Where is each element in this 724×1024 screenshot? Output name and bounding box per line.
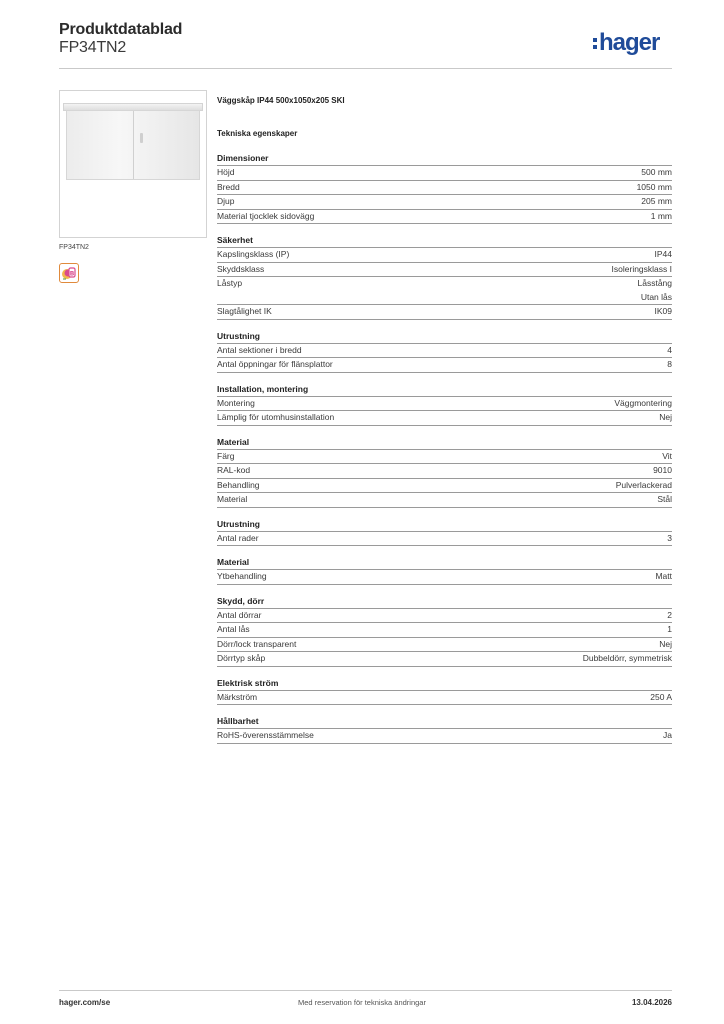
section-title: Installation, montering (217, 384, 672, 397)
spec-value-line: Isoleringsklass I (611, 263, 672, 274)
spec-label: Dörr/lock transparent (217, 638, 297, 649)
spec-value-line: 250 A (650, 691, 672, 702)
spec-value-line: 8 (667, 359, 672, 369)
spec-label: Antal öppningar för flänsplattor (217, 359, 333, 369)
spec-label: Material (217, 494, 248, 504)
spec-label: Färg (217, 450, 235, 461)
section-title: Elektrisk ström (217, 678, 672, 691)
spec-row (217, 411, 672, 426)
spec-label: Djup (217, 196, 235, 206)
spec-value-line: 9010 (653, 465, 672, 475)
spec-value (637, 181, 672, 195)
spec-row (217, 450, 672, 465)
spec-value (655, 248, 673, 262)
spec-label: Kapslingsklass (IP) (217, 249, 290, 259)
spec-value (614, 397, 672, 411)
spec-section (217, 716, 672, 744)
spec-section (217, 331, 672, 373)
spec-row (217, 652, 672, 667)
spec-value (612, 263, 672, 277)
eco-badge-icon (59, 263, 79, 283)
spec-row (217, 305, 672, 320)
spec-label: Skyddsklass (217, 263, 265, 274)
spec-value-line: Nej (659, 638, 672, 649)
spec-label: Märkström (217, 691, 258, 702)
spec-value (638, 277, 673, 304)
section-title: Hållbarhet (217, 716, 672, 729)
spec-value (655, 305, 673, 319)
section-title: Utrustning (217, 331, 672, 344)
spec-row (217, 344, 672, 359)
spec-section (217, 557, 672, 585)
spec-row (217, 358, 672, 373)
spec-value-line: Pulverlackerad (615, 479, 672, 490)
spec-section (217, 235, 672, 320)
spec-label: Antal lås (217, 624, 250, 634)
spec-row (217, 277, 672, 305)
section-title: Utrustning (217, 519, 672, 532)
spec-value-line: 1 (667, 624, 672, 634)
section-title: Säkerhet (217, 235, 672, 248)
spec-label: Behandling (217, 479, 260, 490)
spec-label: Låstyp (217, 278, 243, 288)
spec-label: Dörrtyp skåp (217, 653, 266, 663)
spec-row (217, 181, 672, 196)
spec-value-line: Dubbeldörr, symmetrisk (582, 653, 672, 663)
spec-label: Antal sektioner i bredd (217, 344, 302, 355)
spec-row (217, 397, 672, 412)
spec-value (667, 344, 672, 358)
spec-value (651, 210, 672, 224)
spec-value (641, 195, 672, 209)
spec-value-line: Vit (662, 450, 672, 461)
spec-label: Slagtålighet IK (217, 306, 272, 316)
spec-label: Bredd (217, 181, 240, 192)
spec-value-line: IP44 (654, 249, 672, 259)
spec-section (217, 678, 672, 706)
spec-row (217, 248, 672, 263)
spec-value-line: Stål (657, 494, 672, 504)
spec-value (667, 532, 672, 546)
spec-label: Antal rader (217, 532, 259, 543)
spec-value (667, 358, 672, 372)
spec-value-line: IK09 (654, 306, 672, 316)
spec-label: Lämplig för utomhusinstallation (217, 412, 335, 422)
cabinet-illustration (63, 103, 203, 181)
spec-content (217, 96, 672, 755)
spec-value-line: Nej (659, 412, 672, 422)
spec-value-line: 2 (667, 609, 672, 620)
spec-row (217, 691, 672, 706)
spec-label: Montering (217, 397, 255, 408)
spec-value (659, 638, 672, 652)
logo-dots-icon (593, 38, 597, 49)
spec-value-line: Väggmontering (614, 397, 672, 408)
spec-value-line: Utan lås (640, 291, 672, 302)
spec-section (217, 384, 672, 426)
spec-section (217, 437, 672, 508)
spec-value-line: 3 (667, 532, 672, 543)
spec-value (667, 609, 672, 623)
product-name: Väggskåp IP44 500x1050x205 SKI (217, 96, 345, 105)
spec-row (217, 166, 672, 181)
spec-value-line: 500 mm (641, 167, 672, 177)
footer-notice: Med reservation för tekniska ändringar (298, 998, 426, 1007)
hager-logo (593, 29, 659, 57)
spec-value (657, 493, 672, 507)
spec-section (217, 153, 672, 224)
spec-row (217, 210, 672, 225)
spec-row (217, 263, 672, 278)
spec-label: Material tjocklek sidovägg (217, 210, 315, 221)
product-image (59, 90, 207, 238)
spec-row (217, 570, 672, 585)
spec-value (663, 729, 672, 743)
spec-value (653, 464, 672, 478)
spec-value (616, 479, 672, 493)
spec-label: Höjd (217, 167, 235, 177)
header-product-code: FP34TN2 (59, 39, 127, 56)
spec-row (217, 609, 672, 624)
spec-row (217, 729, 672, 744)
section-title: Material (217, 557, 672, 570)
spec-value (583, 652, 672, 666)
spec-row (217, 623, 672, 638)
spec-value (659, 411, 672, 425)
header-divider (59, 68, 672, 69)
spec-label: Antal dörrar (217, 609, 262, 620)
header-title: Produktdatablad (59, 21, 183, 38)
spec-value-line: Låsstång (637, 278, 672, 288)
footer-website: hager.com/se (59, 998, 111, 1007)
section-title: Material (217, 437, 672, 450)
section-title: Skydd, dörr (217, 596, 672, 609)
spec-value-line: 1050 mm (636, 181, 672, 192)
svg-text:B: B (69, 270, 75, 278)
spec-row (217, 638, 672, 653)
spec-value (655, 570, 672, 584)
spec-sections (217, 153, 672, 744)
spec-row (217, 479, 672, 494)
spec-section (217, 596, 672, 667)
spec-row (217, 464, 672, 479)
spec-label: RoHS-överensstämmelse (217, 730, 314, 740)
spec-section (217, 519, 672, 547)
logo-text: hager (599, 29, 660, 56)
spec-value-line: 4 (667, 344, 672, 355)
spec-row (217, 195, 672, 210)
spec-label: Ytbehandling (217, 571, 267, 581)
spec-value-line: 1 mm (650, 210, 672, 221)
spec-row (217, 532, 672, 547)
spec-value-line: Matt (655, 571, 672, 581)
spec-value (662, 450, 672, 464)
spec-label: RAL-kod (217, 465, 251, 475)
product-image-caption: FP34TN2 (59, 244, 89, 251)
spec-value (641, 166, 672, 180)
spec-value (667, 623, 672, 637)
spec-subtitle: Tekniska egenskaper (217, 129, 298, 138)
footer-divider (59, 990, 672, 991)
spec-value-line: 205 mm (641, 196, 672, 206)
section-title: Dimensioner (217, 153, 672, 166)
footer-date: 13.04.2026 (631, 998, 672, 1007)
spec-value (650, 691, 672, 705)
spec-value-line: Ja (663, 730, 672, 740)
spec-row (217, 493, 672, 508)
